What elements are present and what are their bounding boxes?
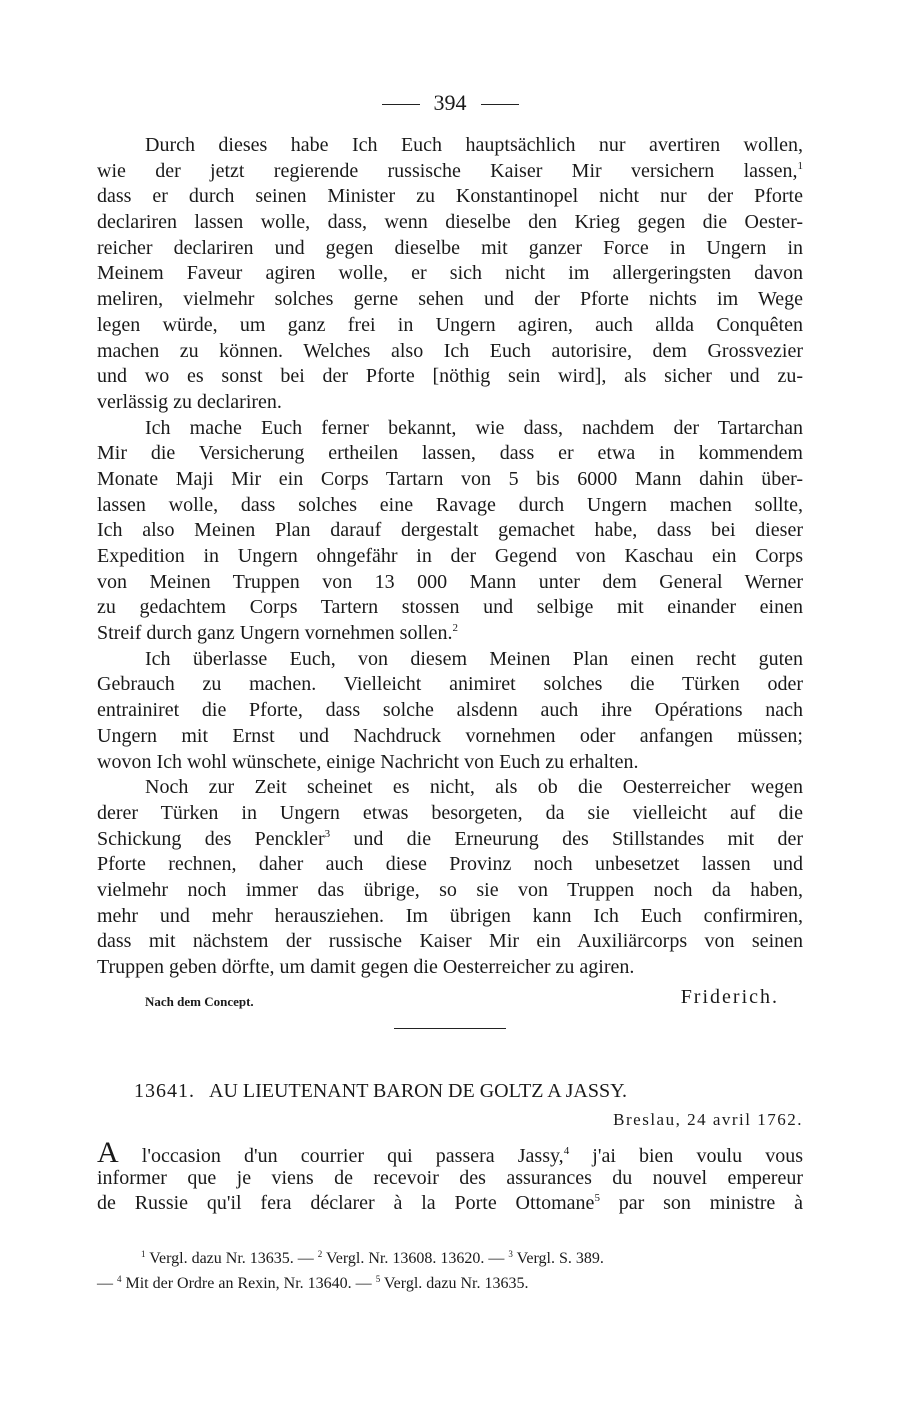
text-line bbox=[97, 827, 803, 853]
footnote-marker: 3 bbox=[324, 827, 331, 840]
letter-2-title: AU LIEUTENANT BARON DE GOLTZ A JASSY. bbox=[209, 1080, 627, 1102]
text-line bbox=[97, 929, 803, 955]
text-line bbox=[97, 570, 803, 596]
line-text: vielmehr noch immer das übrige, so sie von Truppen noch da haben, bbox=[97, 878, 803, 901]
text-line bbox=[97, 750, 803, 776]
line-text: Ich also Meinen Plan darauf dergestalt gemachet habe, dass bei dieser bbox=[97, 519, 803, 542]
line-text-tail: und die Erneurung des Stillstandes mit der bbox=[330, 827, 803, 850]
text-line bbox=[97, 210, 803, 236]
line-text: Ungern mit Ernst und Nachdruck vornehmen oder anfangen müssen; bbox=[97, 724, 803, 747]
line-text: Gebrauch zu machen. Vielleicht animiret solches die Türken oder bbox=[97, 673, 803, 696]
line-text: legen würde, um ganz frei in Ungern agiren, auch allda Conquêten bbox=[97, 313, 803, 336]
text-line bbox=[97, 159, 803, 185]
footnote-marker: 2 bbox=[452, 622, 458, 635]
text-line bbox=[97, 313, 803, 339]
line-text: machen zu können. Welches also Ich Euch autorisire, dem Grossvezier bbox=[97, 339, 803, 362]
line-text: wovon Ich wohl wünschete, einige Nachricht von Euch zu erhalten. bbox=[97, 750, 639, 773]
line-text: von Meinen Truppen von 13 000 Mann unter dem General Werner bbox=[97, 570, 803, 593]
section-divider bbox=[394, 1028, 506, 1029]
text-line bbox=[97, 801, 803, 827]
line-text: informer que je viens de recevoir des assurances du nouvel empereur bbox=[97, 1166, 803, 1189]
line-text: l'occasion d'un courrier qui passera Jassy, bbox=[118, 1145, 564, 1167]
line-text: Truppen geben dörfte, um damit gegen die Oesterreicher zu agiren. bbox=[97, 956, 635, 978]
text-line bbox=[97, 1136, 803, 1169]
line-text: entrainiret die Pforte, dass solche alsdenn auch ihre Opérations nach bbox=[97, 699, 803, 722]
line-text-tail: j'ai bien voulu vous bbox=[569, 1145, 803, 1167]
text-line bbox=[97, 493, 803, 519]
text-line bbox=[97, 518, 803, 544]
text-line bbox=[97, 287, 803, 313]
line-text: lassen wolle, dass solches eine Ravage durch Ungern machen sollte, bbox=[97, 493, 803, 516]
text-line bbox=[97, 1166, 803, 1192]
text-line bbox=[97, 364, 803, 390]
line-text: Ich überlasse Euch, von diesem Meinen Plan einen recht guten bbox=[145, 647, 803, 670]
line-text: Pforte rechnen, daher auch diese Provinz noch unbesetzet lassen und bbox=[97, 853, 803, 876]
text-line bbox=[97, 852, 803, 878]
line-text: zu gedachtem Corps Tartern stossen und selbige mit einander einen bbox=[97, 596, 803, 619]
line-text: declariren lassen wolle, dass, wenn dieselbe den Krieg gegen die Oester- bbox=[97, 211, 803, 234]
line-text: Expedition in Ungern ohngefähr in der Gegend von Kaschau ein Corps bbox=[97, 545, 803, 567]
line-text: reicher declariren und gegen dieselbe mit ganzer Force in Ungern in bbox=[97, 236, 803, 259]
footnote-line bbox=[97, 1246, 803, 1271]
footnote-number: 4 bbox=[117, 1274, 122, 1284]
text-line bbox=[97, 544, 803, 570]
text-line bbox=[97, 339, 803, 365]
footnote-line bbox=[97, 1271, 803, 1296]
line-text-tail: par son ministre à bbox=[599, 1192, 803, 1215]
footnote-text: Vergl. Nr. 13608. 13620. — bbox=[322, 1250, 509, 1267]
footnote-prefix: — bbox=[97, 1275, 117, 1292]
line-text: verlässig zu declariren. bbox=[97, 390, 282, 413]
line-text: Mir die Versicherung ertheilen lassen, dass er etwa in kommendem bbox=[97, 442, 803, 465]
footnotes bbox=[97, 1246, 803, 1296]
footnote-number: 1 bbox=[141, 1249, 146, 1259]
header-dash-left bbox=[382, 104, 420, 105]
text-line bbox=[97, 647, 803, 673]
text-line bbox=[97, 184, 803, 210]
line-text: Noch zur Zeit scheinet es nicht, als ob die Oesterreicher wegen bbox=[145, 776, 803, 799]
line-text: Ich mache Euch ferner bekannt, wie dass, nachdem der Tartarchan bbox=[145, 416, 803, 439]
text-line bbox=[97, 955, 803, 981]
line-text: meliren, vielmehr solches gerne sehen und der Pforte nichts im Wege bbox=[97, 288, 803, 311]
text-line bbox=[97, 878, 803, 904]
line-text: wie der jetzt regierende russische Kaiser Mir versichern lassen, bbox=[97, 159, 798, 182]
letter-1-body bbox=[97, 133, 803, 981]
footnote-marker: 1 bbox=[797, 159, 803, 172]
text-line bbox=[97, 672, 803, 698]
line-text: Schickung des Penckler bbox=[97, 827, 325, 850]
letter-2-number: 13641. bbox=[134, 1080, 195, 1102]
line-text: Durch dieses habe Ich Euch hauptsächlich nur avertiren wollen, bbox=[145, 134, 803, 156]
line-text: Streif durch ganz Ungern vornehmen sollen. bbox=[97, 622, 453, 645]
text-line bbox=[97, 416, 803, 442]
footnote-text: Vergl. S. 389. bbox=[512, 1250, 604, 1267]
text-line bbox=[97, 904, 803, 930]
footnote-text: Vergl. dazu Nr. 13635. — bbox=[145, 1250, 318, 1267]
line-text: dass mit nächstem der russische Kaiser Mir ein Auxiliärcorps von seinen bbox=[97, 930, 803, 953]
text-line bbox=[97, 1191, 803, 1217]
footnote-marker: 5 bbox=[594, 1192, 600, 1205]
text-line bbox=[97, 261, 803, 287]
line-text: und wo es sonst bei der Pforte [nöthig sein wird], als sicher und zu- bbox=[97, 365, 803, 388]
line-text: Meinem Faveur agiren wolle, er sich nicht im allergeringsten davon bbox=[97, 262, 803, 285]
text-line bbox=[97, 724, 803, 750]
line-text: de Russie qu'il fera déclarer à la Porte Ottomane bbox=[97, 1192, 595, 1215]
source-note: Nach dem Concept. bbox=[145, 994, 254, 1009]
footnote-marker: 4 bbox=[563, 1145, 570, 1157]
signature: Friderich. bbox=[680, 986, 779, 1008]
line-text: Monate Maji Mir ein Corps Tartarn von 5 bis 6000 Mann dahin über- bbox=[97, 467, 803, 490]
footnote-text: Mit der Ordre an Rexin, Nr. 13640. — bbox=[121, 1275, 376, 1292]
line-text: dass er durch seinen Minister zu Konstantinopel nicht nur der Pforte bbox=[97, 185, 803, 208]
text-line bbox=[97, 621, 803, 647]
page-number: 394 bbox=[433, 90, 467, 115]
text-line bbox=[97, 698, 803, 724]
line-text: mehr und mehr herausziehen. Im übrigen kann Ich Euch confirmiren, bbox=[97, 904, 803, 927]
text-line bbox=[97, 236, 803, 262]
footnote-number: 2 bbox=[317, 1249, 323, 1259]
page-header bbox=[0, 86, 900, 120]
text-line bbox=[97, 441, 803, 467]
letter-2-dateline: Breslau, 24 avril 1762. bbox=[613, 1110, 803, 1129]
text-line bbox=[97, 775, 803, 801]
letter-1-closing bbox=[97, 986, 803, 1014]
footnote-number: 5 bbox=[375, 1274, 381, 1284]
letter-2-body bbox=[97, 1136, 803, 1217]
header-dash-right bbox=[481, 104, 519, 105]
text-line bbox=[97, 390, 803, 416]
text-line bbox=[97, 133, 803, 159]
letter-2-heading bbox=[134, 1080, 774, 1103]
text-line bbox=[97, 595, 803, 621]
footnote-text: Vergl. dazu Nr. 13635. bbox=[380, 1275, 529, 1292]
text-line bbox=[97, 467, 803, 493]
drop-cap: A bbox=[97, 1136, 119, 1169]
line-text: derer Türken in Ungern etwas besorgeten, da sie vielleicht auf die bbox=[97, 801, 803, 824]
footnote-number: 3 bbox=[508, 1249, 513, 1259]
